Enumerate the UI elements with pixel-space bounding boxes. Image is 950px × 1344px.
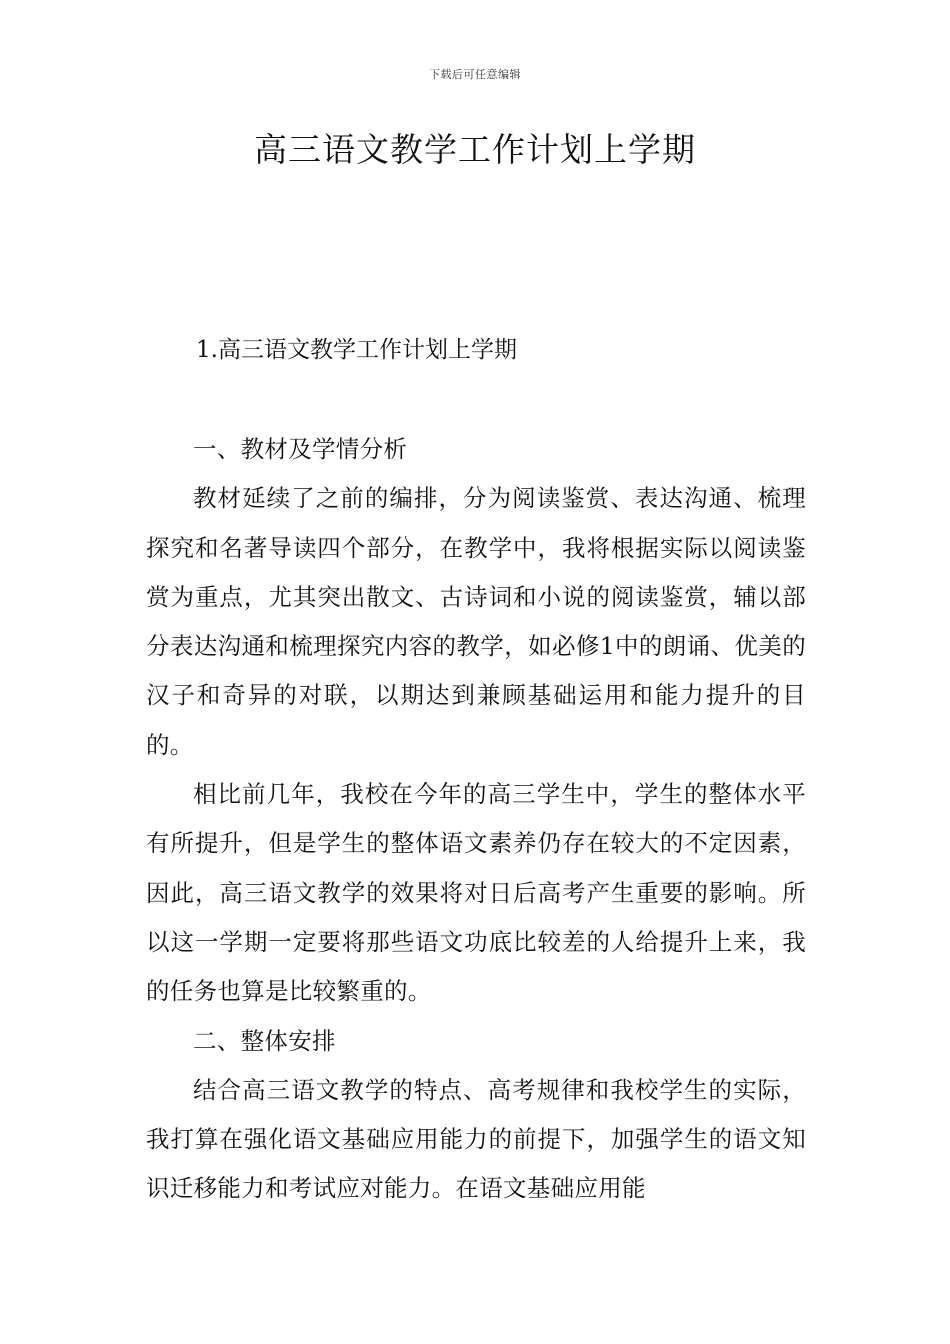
section-heading-2: 二、整体安排 bbox=[193, 1026, 336, 1055]
paragraph-2: 相比前几年，我校在今年的高三学生中，学生的整体水平有所提升，但是学生的整体语文素养仍存在较大的不定因素，因此，高三语文教学的效果将对日后高考产生重要的影响。所以这一学期一定要将那些语文功底比较差的人给提升上来，我的任务也算是比较繁重的。 bbox=[146, 780, 806, 1006]
document-body bbox=[146, 425, 806, 1214]
section-subtitle: 1.高三语文教学工作计划上学期 bbox=[196, 337, 517, 363]
paragraph-1: 教材延续了之前的编排，分为阅读鉴赏、表达沟通、梳理探究和名著导读四个部分，在教学中，我将根据实际以阅读鉴赏为重点，尤其突出散文、古诗词和小说的阅读鉴赏，辅以部分表达沟通和梳理探究内容的教学，如必修1中的朗诵、优美的汉子和奇异的对联，以期达到兼顾基础运用和能力提升的目的。 bbox=[146, 484, 806, 759]
section-heading-1: 一、教材及学情分析 bbox=[193, 435, 408, 463]
header-note: 下载后可任意编辑 bbox=[429, 68, 521, 81]
paragraph-3: 结合高三语文教学的特点、高考规律和我校学生的实际，我打算在强化语文基础应用能力的前提下，加强学生的语文知识迁移能力和考试应对能力。在语文基础应用能 bbox=[146, 1075, 806, 1203]
document-title: 高三语文教学工作计划上学期 bbox=[254, 130, 696, 169]
